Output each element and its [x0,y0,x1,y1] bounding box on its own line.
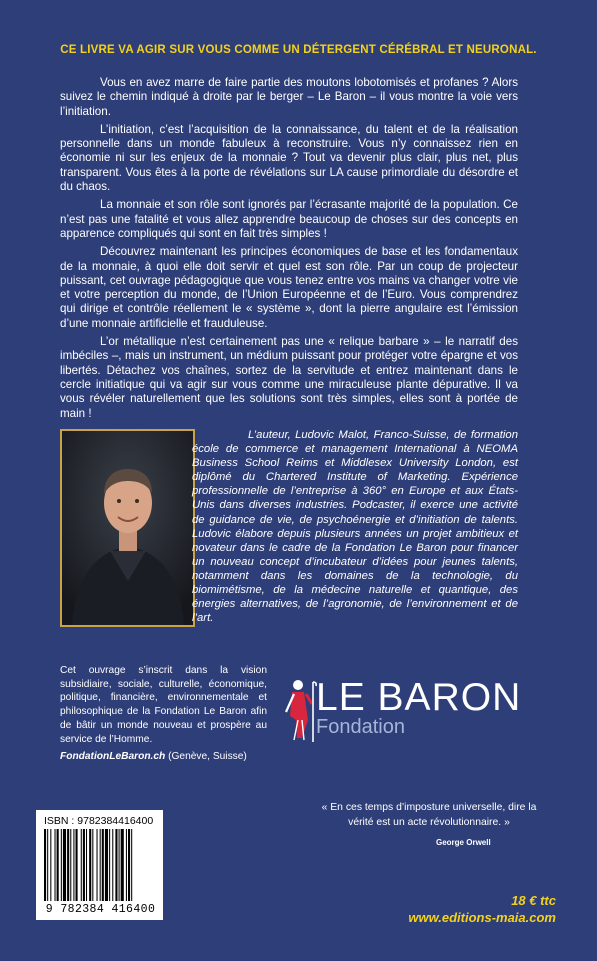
publisher-website[interactable]: www.editions-maia.com [408,910,556,925]
author-portrait-drawing [62,431,193,625]
barcode-bar [131,829,132,901]
barcode-bar [121,829,124,901]
barcode-bar [126,829,127,901]
barcode-bar [47,829,48,901]
paragraph: Vous en avez marre de faire partie des moutons lobotomisés et profanes ? Alors suivez le chemin indiqué à droite par le berger – Le Baron – il vous montre la voie vers l’initiation. [60,76,518,118]
back-cover-text [60,76,518,425]
barcode-bar [44,829,46,901]
barcode-bar [76,829,78,901]
barcode-bar [61,829,62,901]
paragraph: L’or métallique n’est certainement pas une « relique barbare » – le narratif des imbéciles –, mais un instrument, un médium puissant pour protéger votre épargne et vos libertés. Détachez vos chaînes, sortez de la servitude et entrez maintenant dans le cercle initiatique qui va agir sur vous comme une miraculeuse plante dépurative. Il va vous révéler naturellement que les solutions sont très simples, elles sont à portée de main ! [60,335,518,420]
logo-subtitle: Fondation [316,716,405,738]
barcode-bar [86,829,87,901]
barcode-bar [109,829,110,901]
barcode-digits: 9 782384 416400 [45,903,156,916]
barcode-bar [73,829,74,901]
barcode-icon [42,829,159,903]
barcode-bar [89,829,91,901]
paragraph: La monnaie et son rôle sont ignorés par l’écrasante majorité de la population. Ce n’est pas une fatalité et vous allez apprendre beaucoup de choses sur des concepts en apparence compliqués qui sont en fait très simples ! [60,198,518,240]
barcode-bar [63,829,66,901]
barcode-bar [115,829,117,901]
barcode-bar [112,829,113,901]
paragraph: Découvrez maintenant les principes économiques de base et les fondamentaux de la monnaie, à quoi elle doit servir et quel est son rôle. Par un coup de projecteur puissant, cet ouvrage pédagogique que vous tenez entre vos mains va changer votre vie et votre perception du monde, de l’Union Européenne et de l’Euro. Vous comprendrez qui dirige et contrôle réellement le « système », dont la pierre angulaire est l’émission d’une monnaie artificielle et frauduleuse. [60,245,518,330]
price: 18 € ttc [511,893,556,908]
mission-text: Cet ouvrage s’inscrit dans la vision subsidiaire, sociale, culturelle, économique, politique, financière, environnementale et philosophique de la Fondation Le Baron afin de bâtir un monde nouveau et prospère au service de l’Homme. [60,665,267,745]
author-portrait [60,429,195,627]
foundation-logo [282,676,532,746]
paragraph: L’initiation, c’est l’acquisition de la connaissance, du talent et de la réalisation personnelle dans un monde fabuleux à reconstruire. Vous n’y connaissez rien en économie ni sur les enjeux de la monnaie ? Tout va devenir plus clair, plus net, plus transparent. Vous êtes à la porte de révélations sur LA cause primordiale du désordre et du chaos. [60,122,518,194]
foundation-mission [60,664,267,764]
barcode-bar [67,829,69,901]
quote: « En ces temps d’imposture universelle, dire la vérité est un acte révolutionnaire. » [321,802,537,828]
barcode-bar [50,829,51,901]
isbn-label: ISBN : 9782384416400 [44,815,154,827]
author-bio-text: L’auteur, Ludovic Malot, Franco-Suisse, de formation école de commerce et management International à NEOMA Business School Reims et Middlesex University London, est diplômé du Chartered Institute of Marketing. Expérience professionnelle de l’entreprise à 360° en Europe et aux États-Unis dans diverses industries. Podcaster, il exerce une activité de guidance de vie, de psychoénergie et d’initiation de talents. Ludovic élabore depuis plusieurs années un projet ambitieux et novateur dans le cadre de la Fondation Le Baron pour financer un nouveau concept d’incubateur d’idées pour jeunes talents, notamment dans les domaines de la technologie, du biomimétisme, de la médecine naturelle et quantique, des énergies alternatives, de l’agronomie, de l’environnement et de l’art. [192,429,518,625]
barcode-bar [92,829,93,901]
barcode-bar [105,829,108,901]
shepherd-figure-icon [282,676,318,746]
quote-author: George Orwell [436,838,491,847]
barcode-bar [100,829,101,901]
isbn-barcode [36,810,163,920]
foundation-location: (Genève, Suisse) [165,751,247,763]
barcode-bar [119,829,120,901]
barcode-bar [83,829,85,901]
barcode-bar [81,829,82,901]
barcode-bar [55,829,56,901]
barcode-bar [128,829,130,901]
logo-brand: LE BARON [316,676,522,719]
barcode-bar [70,829,71,901]
barcode-bar [57,829,59,901]
author-bio [192,428,518,625]
foundation-site-link[interactable]: FondationLeBaron.ch [60,751,166,763]
barcode-bar [97,829,98,901]
barcode-bar [102,829,104,901]
headline: CE LIVRE VA AGIR SUR VOUS COMME UN DÉTERGENT CÉRÉBRAL ET NEURONAL. [60,44,537,56]
foundation-site-line [60,750,267,764]
